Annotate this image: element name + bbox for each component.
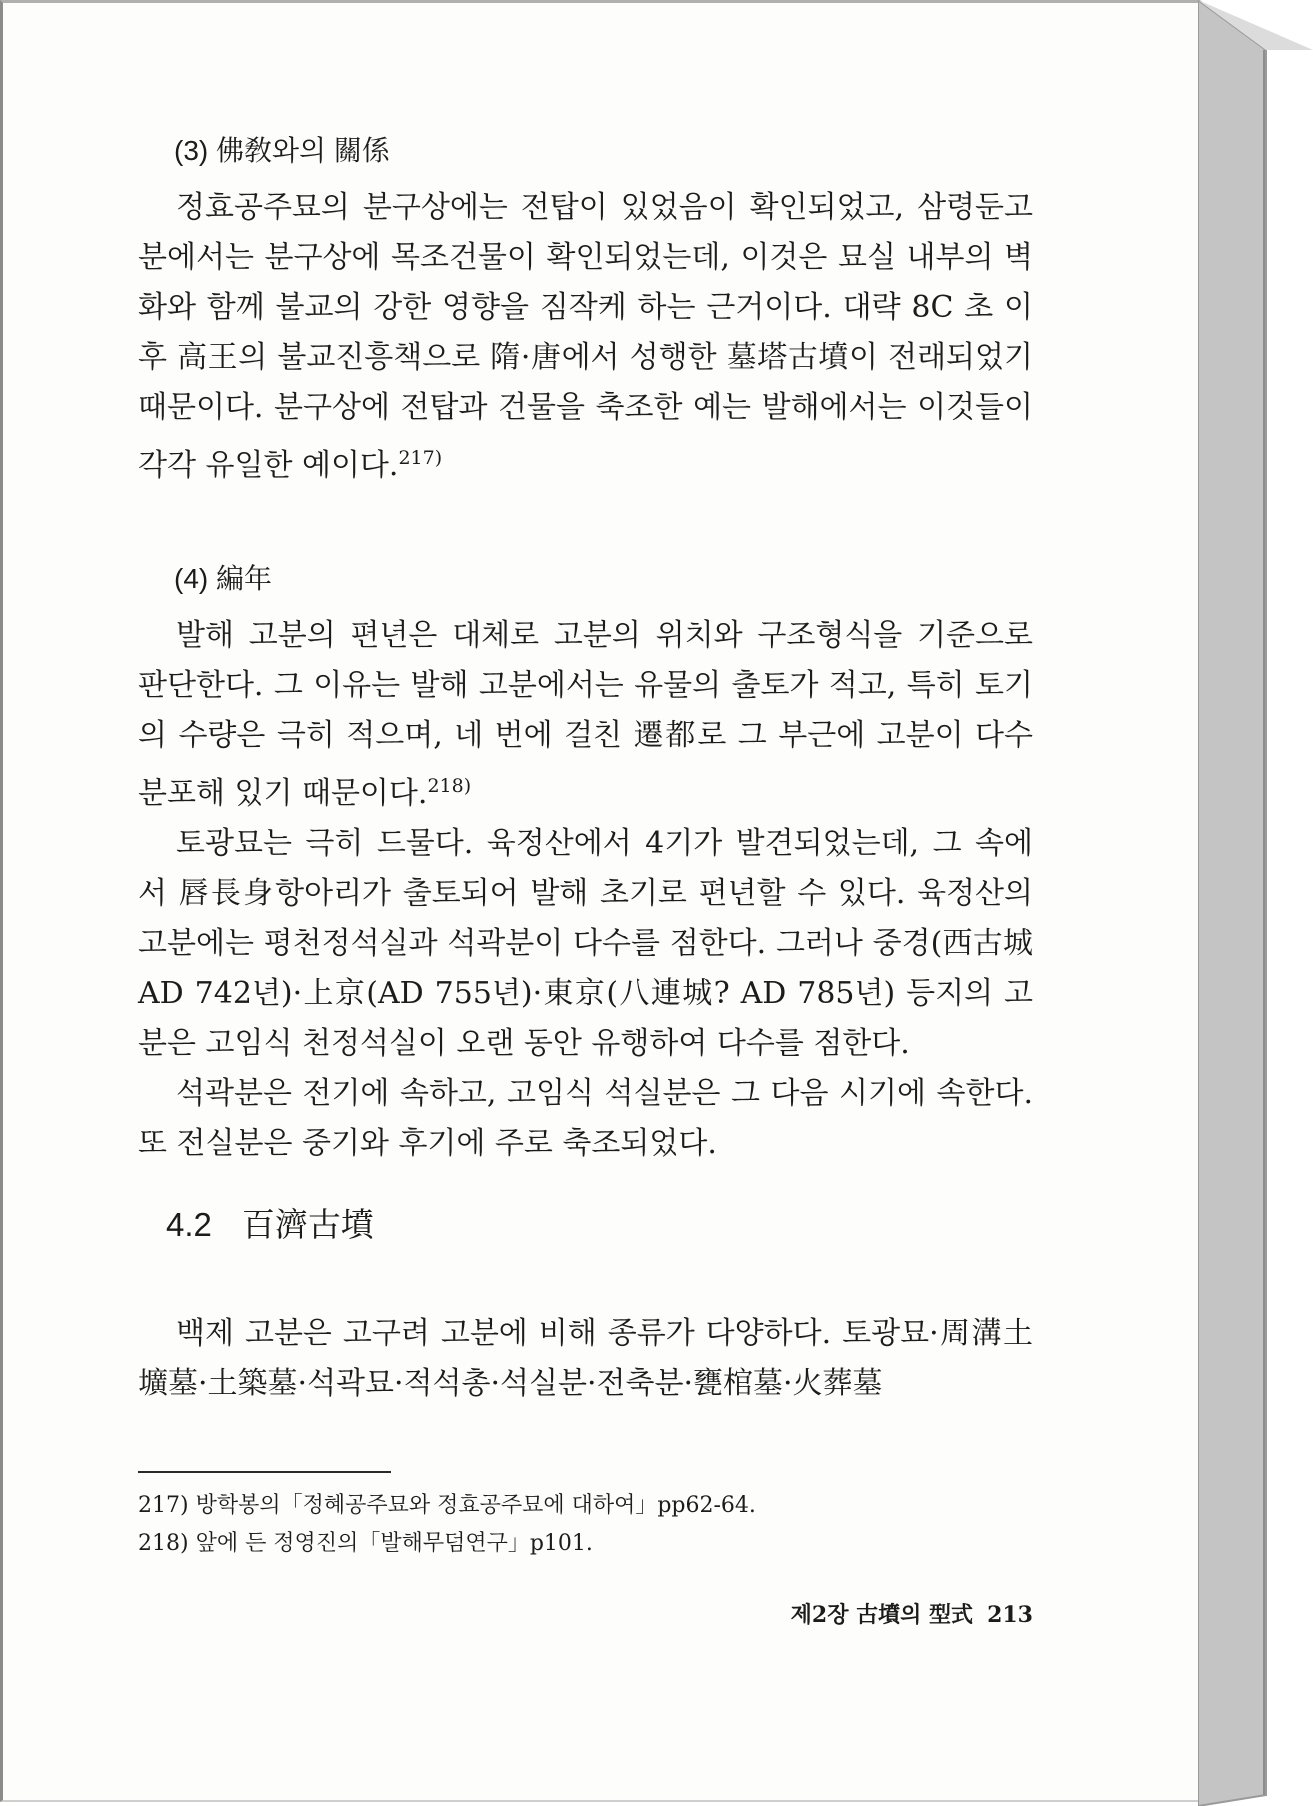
footnote-ref-218: 218) <box>427 775 472 797</box>
footnote-218: 218) 앞에 든 정영진의「발해무덤연구」p101. <box>138 1531 593 1556</box>
paragraph-chronology-1 <box>138 611 1033 819</box>
paragraph-chronology-3: 석곽분은 전기에 속하고, 고임식 석실분은 그 다음 시기에 속한다. 또 전실분은 중기와 후기에 주로 축조되었다. <box>138 1076 1033 1161</box>
section-title-text: 百濟古墳 <box>241 1206 374 1243</box>
paragraph-buddhism <box>138 183 1033 491</box>
running-head: 제2장 古墳의 型式 <box>790 1602 974 1628</box>
paragraph-text: 발해 고분의 편년은 대체로 고분의 위치와 구조형식을 기준으로 판단한다. 그 이유는 발해 고분에서는 유물의 출토가 적고, 특히 토기의 수량은 극히 적으며, 네 번에 걸친 遷都로 그 부근에 고분이 다수 분포해 있기 때문이다. <box>138 618 1033 811</box>
page-number: 213 <box>987 1602 1033 1628</box>
book-edge <box>1198 0 1313 1806</box>
footnote-217: 217) 방학봉의「정혜공주묘와 정효공주묘에 대하여」pp62-64. <box>138 1493 756 1518</box>
section-heading-buddhism: (3) 佛敎와의 關係 <box>174 135 390 166</box>
section-heading-chronology: (4) 編年 <box>174 563 273 594</box>
footnote-divider <box>138 1471 391 1473</box>
book-edge-shape <box>1198 0 1313 1806</box>
page-footer <box>773 1598 1033 1629</box>
paragraph-chronology-2: 토광묘는 극히 드물다. 육정산에서 4기가 발견되었는데, 그 속에서 唇長身항아리가 출토되어 발해 초기로 편년할 수 있다. 육정산의 고분에는 평천정석실과 석곽분이 다수를 점한다. 그러나 중경(西古城 AD 742년)·上京(AD 755년)·東京(八連城? AD 785년) 등지의 고분은 고임식 천정석실이 오랜 동안 유행하여 다수를 점한다. <box>138 826 1033 1061</box>
section-number: 4.2 <box>166 1206 212 1243</box>
section-title-baekje <box>166 1205 1033 1245</box>
paragraph-baekje: 백제 고분은 고구려 고분에 비해 종류가 다양하다. 토광묘·周溝土壙墓·土築墓·석곽묘·적석총·석실분·전축분·甕棺墓·火葬墓 <box>138 1316 1033 1401</box>
page-content <box>138 133 1033 1563</box>
paragraph-text: 정효공주묘의 분구상에는 전탑이 있었음이 확인되었고, 삼령둔고분에서는 분구상에 목조건물이 확인되었는데, 이것은 묘실 내부의 벽화와 함께 불교의 강한 영향을 짐작케 하는 근거이다. 대략 8C 초 이후 高王의 불교진흥책으로 隋·唐에서 성행한 墓塔古墳이 전래되었기 때문이다. 분구상에 전탑과 건물을 축조한 예는 발해에서는 이것들이 각각 유일한 예이다. <box>138 190 1033 483</box>
footnote-ref-217: 217) <box>398 447 443 469</box>
